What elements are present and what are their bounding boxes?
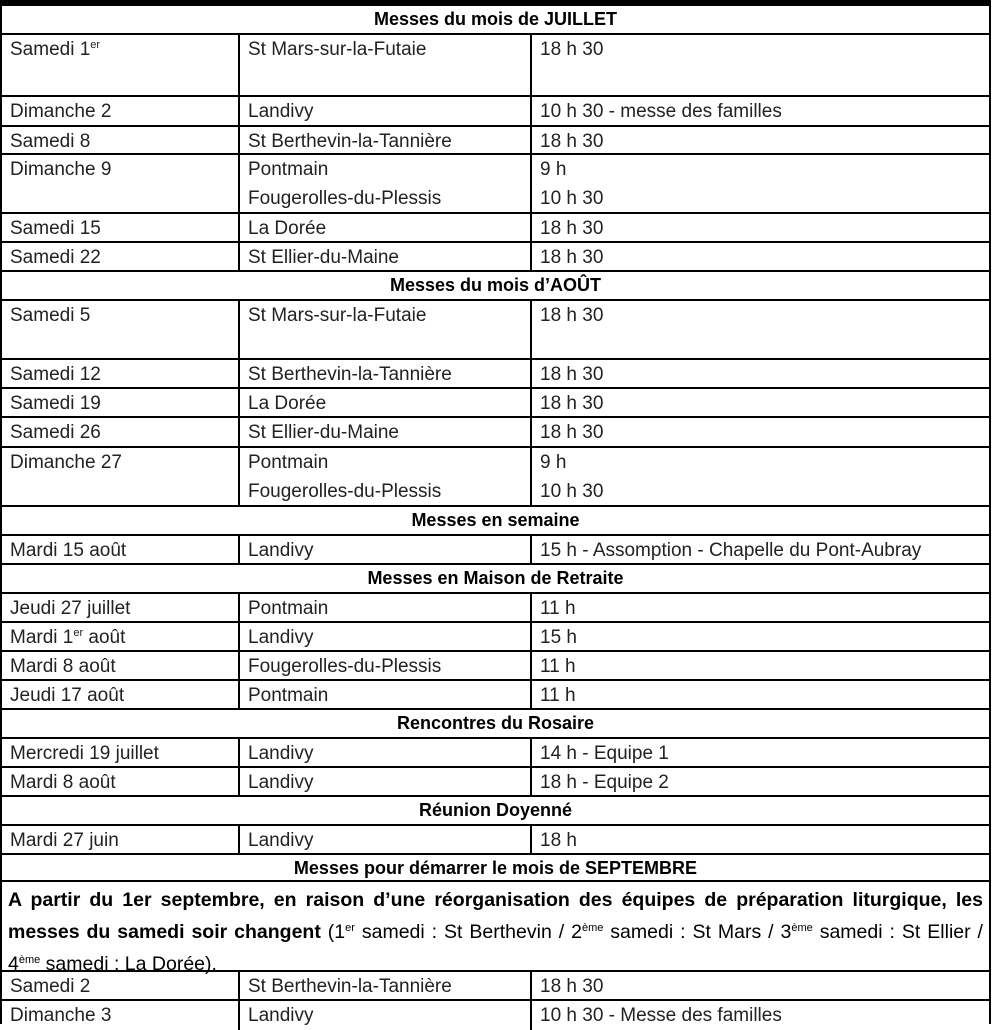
table-row [2, 768, 989, 797]
section-header-semaine [2, 507, 989, 536]
place-cell: Landivy [240, 97, 532, 125]
time-cell: 14 h - Equipe 1 [540, 743, 669, 764]
section-title: Messes en semaine [411, 510, 580, 530]
day-cell: Dimanche 27 [2, 448, 240, 505]
table-row [2, 155, 989, 214]
table-row [2, 972, 989, 1001]
place-cell: Landivy [240, 1001, 532, 1030]
time-cell: 10 h 30 - messe des familles [540, 101, 782, 122]
time-cell: 9 h 10 h 30 [540, 452, 604, 502]
day-cell: Mardi 8 août [2, 768, 240, 795]
place-cell: La Dorée [240, 389, 532, 416]
time-cell: 15 h [540, 627, 577, 648]
time-cell: 18 h 30 [540, 39, 604, 60]
place-cell: St Berthevin-la-Tannière [240, 360, 532, 387]
time-cell: 18 h 30 [540, 393, 604, 414]
day-cell: Mardi 1er août [2, 623, 240, 650]
place-cell: La Dorée [240, 214, 532, 241]
place-cell: Pontmain [240, 681, 532, 708]
table-row [2, 826, 989, 855]
day-cell: Samedi 26 [2, 418, 240, 446]
table-row [2, 389, 989, 418]
day-cell: Jeudi 17 août [2, 681, 240, 708]
table-row [2, 127, 989, 155]
table-row [2, 652, 989, 681]
day-cell: Samedi 12 [2, 360, 240, 387]
time-cell: 18 h - Equipe 2 [540, 772, 669, 793]
section-title: Messes du mois de JUILLET [373, 9, 618, 29]
table-row [2, 35, 989, 97]
section-header-doyenne [2, 797, 989, 826]
table-row [2, 681, 989, 710]
section-title: Réunion Doyenné [418, 800, 572, 820]
table-row [2, 594, 989, 623]
section-header-septembre [2, 855, 989, 882]
day-cell: Samedi 2 [2, 972, 240, 999]
section-title: Messes pour démarrer le mois de SEPTEMBRE [293, 858, 698, 878]
table-row [2, 360, 989, 389]
table-row [2, 448, 989, 507]
day-cell: Samedi 19 [2, 389, 240, 416]
place-cell: St Mars-sur-la-Futaie [240, 35, 532, 95]
time-cell: 18 h 30 [540, 247, 604, 268]
table-row [2, 739, 989, 768]
day-cell: Mardi 15 août [2, 536, 240, 563]
table-row [2, 301, 989, 360]
table-row [2, 536, 989, 565]
place-cell: St Berthevin-la-Tannière [240, 127, 532, 153]
place-cell: St Mars-sur-la-Futaie [240, 301, 532, 358]
time-cell: 18 h 30 [540, 422, 604, 443]
section-header-juillet [2, 6, 989, 35]
table-row [2, 243, 989, 272]
place-cell: Landivy [240, 768, 532, 795]
time-cell: 11 h [540, 656, 576, 677]
section-header-rosaire [2, 710, 989, 739]
september-note: A partir du 1er septembre, en raison d’une réorganisation des équipes de préparation liturgique, les messes du samedi soir changent (1er samedi : St Berthevin / 2ème samedi : St Mars / 3ème samedi : St Ellier / 4ème samedi : La Dorée). [2, 882, 989, 972]
time-cell: 18 h 30 [540, 131, 604, 152]
time-cell: 11 h [540, 598, 576, 619]
day-cell: Samedi 15 [2, 214, 240, 241]
day-cell: Dimanche 9 [2, 155, 240, 212]
day-cell: Samedi 22 [2, 243, 240, 270]
day-cell: Mercredi 19 juillet [2, 739, 240, 766]
section-header-aout [2, 272, 989, 301]
place-cell: Landivy [240, 739, 532, 766]
place-cell: Fougerolles-du-Plessis [240, 652, 532, 679]
table-row [2, 418, 989, 448]
place-cell: Landivy [240, 536, 532, 563]
day-cell: Dimanche 3 [2, 1001, 240, 1030]
section-header-maison-retraite [2, 565, 989, 594]
time-cell: 18 h 30 [540, 305, 604, 326]
place-cell: Pontmain Fougerolles-du-Plessis [240, 448, 532, 505]
table-row [2, 97, 989, 127]
time-cell: 11 h [540, 685, 576, 706]
section-title: Messes du mois d’AOÛT [389, 275, 602, 295]
place-cell: St Ellier-du-Maine [240, 418, 532, 446]
day-cell: Jeudi 27 juillet [2, 594, 240, 621]
day-cell: Samedi 1er [2, 35, 240, 95]
table-row [2, 1001, 989, 1030]
place-cell: St Ellier-du-Maine [240, 243, 532, 270]
time-cell: 18 h 30 [540, 976, 604, 997]
time-cell: 10 h 30 - Messe des familles [540, 1005, 782, 1026]
place-cell: Landivy [240, 623, 532, 650]
day-cell: Mardi 27 juin [2, 826, 240, 853]
place-cell: Landivy [240, 826, 532, 853]
place-cell: Pontmain [240, 594, 532, 621]
day-cell: Mardi 8 août [2, 652, 240, 679]
time-cell: 18 h 30 [540, 218, 604, 239]
day-cell: Dimanche 2 [2, 97, 240, 125]
time-cell: 15 h - Assomption - Chapelle du Pont-Aubray [540, 540, 922, 561]
table-row [2, 623, 989, 652]
time-cell: 9 h 10 h 30 [540, 159, 604, 209]
place-cell: Pontmain Fougerolles-du-Plessis [240, 155, 532, 212]
place-cell: St Berthevin-la-Tannière [240, 972, 532, 999]
time-cell: 18 h 30 [540, 364, 604, 385]
time-cell: 18 h [540, 830, 577, 851]
section-title: Messes en Maison de Retraite [367, 568, 624, 588]
section-title: Rencontres du Rosaire [396, 713, 595, 733]
day-cell: Samedi 5 [2, 301, 240, 358]
day-cell: Samedi 8 [2, 127, 240, 153]
table-row [2, 214, 989, 243]
